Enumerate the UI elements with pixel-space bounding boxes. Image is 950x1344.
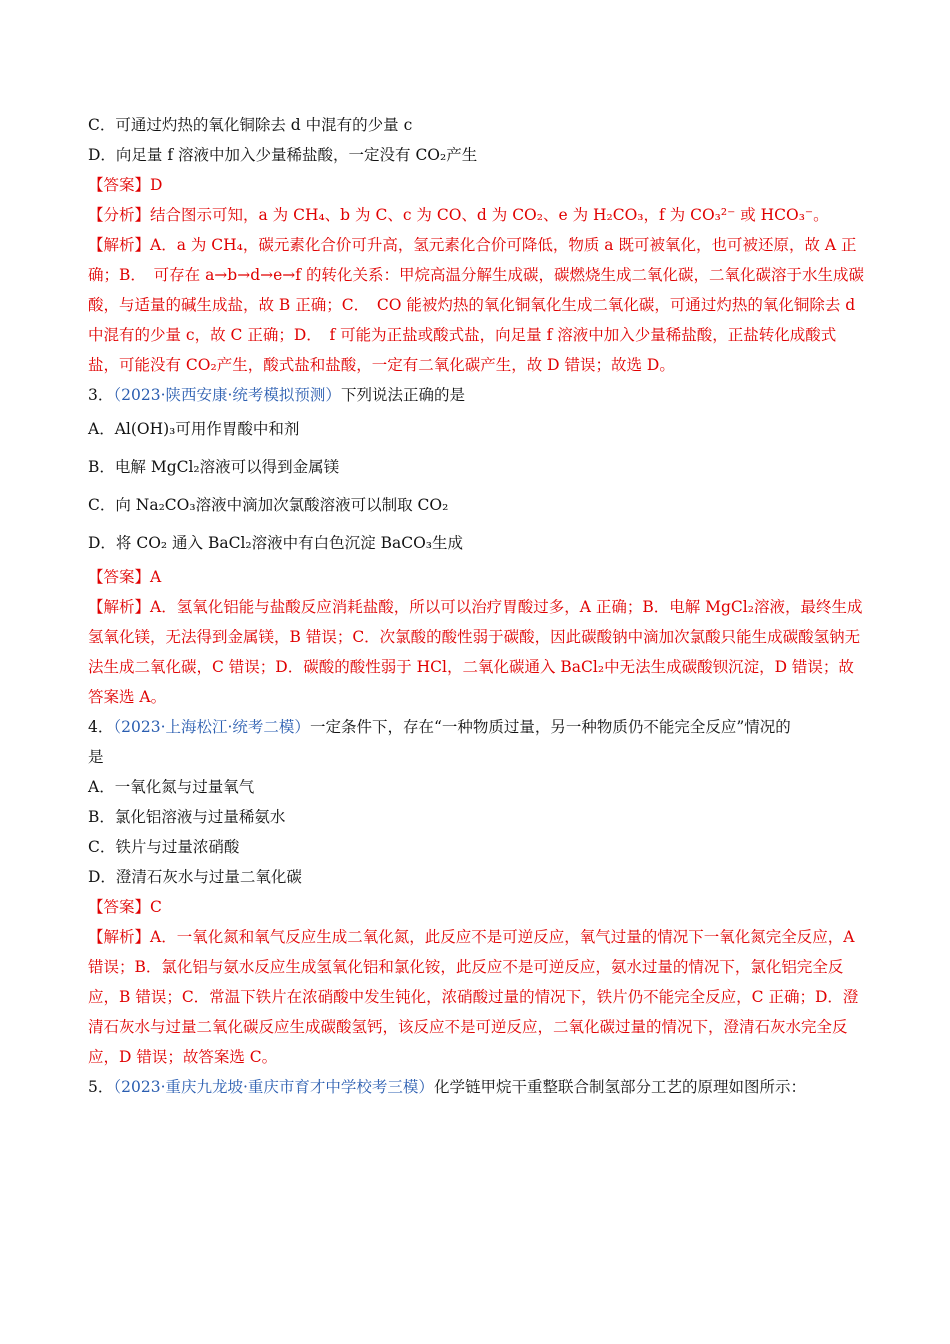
q4-source: （2023·上海松江·统考二模） — [113, 718, 310, 736]
q3-option-c: C．向 Na₂CO₃溶液中滴加次氯酸溶液可以制取 CO₂ — [88, 496, 449, 514]
q3-stem: 下列说法正确的是 — [340, 386, 465, 404]
q4-option-b: B．氯化铝溶液与过量稀氨水 — [88, 808, 286, 826]
q2-option-d: D．向足量 f 溶液中加入少量稀盐酸，一定没有 CO₂产生 — [88, 146, 478, 164]
q3-source: （2023·陕西安康·统考模拟预测） — [113, 386, 341, 404]
q4-stem-line — [88, 712, 866, 742]
q2-option-c: C．可通过灼热的氧化铜除去 d 中混有的少量 c — [88, 116, 413, 134]
q5-stem: 化学链甲烷干重整联合制氢部分工艺的原理如图所示： — [433, 1078, 806, 1096]
q5-number: 5． — [88, 1078, 114, 1096]
q3-stem-line — [88, 380, 866, 410]
q4-option-c: C．铁片与过量浓硝酸 — [88, 838, 240, 856]
q3-option-a: A．Al(OH)₃可用作胃酸中和剂 — [88, 420, 300, 438]
q3-explanation: 【解析】A．氢氧化铝能与盐酸反应消耗盐酸，所以可以治疗胃酸过多，A 正确；B．电解 MgCl₂溶液，最终生成氢氧化镁，无法得到金属镁，B 错误；C．次氯酸的酸性弱于碳酸，因此碳酸钠中滴加次氯酸只能生成碳酸氢钠无法生成二氧化碳，C 错误；D．碳酸的酸性弱于 HCl，二氧化碳通入 BaCl₂中无法生成碳酸钡沉淀，D 错误；故答案选 A。 — [88, 598, 863, 706]
q4-option-d: D．澄清石灰水与过量二氧化碳 — [88, 868, 302, 886]
q5-source: （2023·重庆九龙坡·重庆市育才中学校考三模） — [113, 1078, 434, 1096]
q2-answer: 【答案】D — [88, 176, 163, 194]
q3-option-d: D．将 CO₂ 通入 BaCl₂溶液中有白色沉淀 BaCO₃生成 — [88, 534, 463, 552]
q5-stem-line — [88, 1072, 866, 1102]
q2-analysis: 【分析】结合图示可知，a 为 CH₄、b 为 C、c 为 CO、d 为 CO₂、e 为 H₂CO₃，f 为 CO₃²⁻ 或 HCO₃⁻。 — [88, 206, 829, 224]
document-page — [88, 110, 866, 1102]
q4-number: 4． — [88, 718, 114, 736]
q4-stem: 一定条件下，存在“一种物质过量，另一种物质仍不能完全反应”情况的 — [309, 718, 791, 736]
q3-answer: 【答案】A — [88, 568, 162, 586]
q4-stem-cont: 是 — [88, 748, 104, 766]
q3-number: 3． — [88, 386, 114, 404]
q4-option-a: A．一氧化氮与过量氧气 — [88, 778, 255, 796]
q3-option-b: B．电解 MgCl₂溶液可以得到金属镁 — [88, 458, 340, 476]
q4-explanation: 【解析】A．一氧化氮和氧气反应生成二氧化氮，此反应不是可逆反应，氧气过量的情况下一氧化氮完全反应，A 错误；B．氯化铝与氨水反应生成氢氧化铝和氯化铵，此反应不是可逆反应，氨水过量的情况下，氯化铝完全反应，B 错误；C．常温下铁片在浓硝酸中发生钝化，浓硝酸过量的情况下，铁片仍不能完全反应，C 正确；D．澄清石灰水与过量二氧化碳反应生成碳酸氢钙，该反应不是可逆反应，二氧化碳过量的情况下，澄清石灰水完全反应，D 错误；故答案选 C。 — [88, 928, 859, 1066]
q4-answer: 【答案】C — [88, 898, 162, 916]
q2-explanation: 【解析】A．a 为 CH₄，碳元素化合价可升高，氢元素化合价可降低，物质 a 既可被氧化，也可被还原，故 A 正确；B． 可存在 a→b→d→e→f 的转化关系：甲烷高温分解生成碳，碳燃烧生成二氧化碳，二氧化碳溶于水生成碳酸，与适量的碱生成盐，故 B 正确；C． CO 能被灼热的氧化铜氧化生成二氧化碳，可通过灼热的氧化铜除去 d 中混有的少量 c，故 C 正确；D． f 可能为正盐或酸式盐，向足量 f 溶液中加入少量稀盐酸，正盐转化成酸式盐，可能没有 CO₂产生，酸式盐和盐酸，一定有二氧化碳产生，故 D 错误；故选 D。 — [88, 236, 864, 374]
